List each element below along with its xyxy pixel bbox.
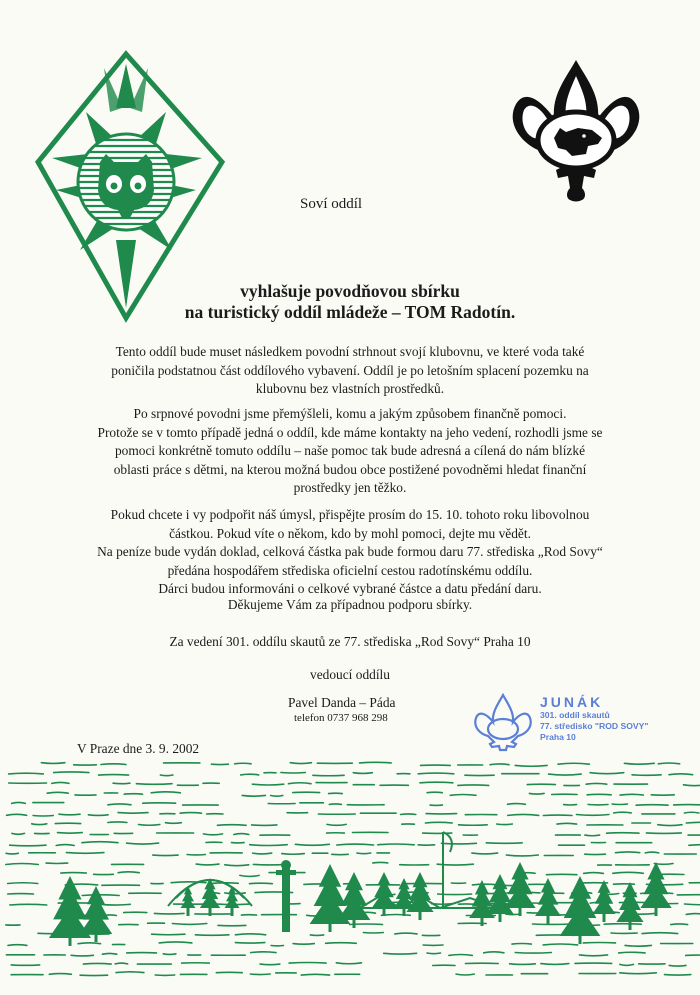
text-line: klubovnu bez vlastních prostředků. [0,380,700,399]
stamp-line: Praha 10 [540,732,648,743]
hatch-stroke [88,815,108,816]
hatch-stroke [235,763,251,764]
paragraph-2 [0,405,700,498]
text-line: Na peníze bude vydán doklad, celková částka pak bude formou daru 77. střediska „Rod Sovy“ [0,543,700,562]
hatch-stroke [616,852,640,853]
headline [0,281,700,323]
hatch-stroke [684,785,700,786]
hatch-stroke [115,963,127,964]
hatch-stroke [180,813,201,814]
hatch-stroke [515,765,547,766]
hatch-stroke [151,792,180,793]
hatch-stroke [619,952,646,953]
hatch-stroke [378,844,414,845]
hatch-stroke [326,943,357,944]
signer-name: Pavel Danda – Páda [288,695,428,711]
hatch-stroke [669,965,686,966]
hatch-stroke [669,774,693,775]
hatch-stroke [136,784,172,785]
hatch-stroke [508,804,526,805]
hatch-stroke [642,933,678,934]
text-line: poničila podstatnou část oddílového vybavení. Oddíl je po letošním splacení pozemku na [0,362,700,381]
hatch-stroke [217,825,246,826]
hatch-stroke [118,813,148,814]
text-line: prostředky jen těžko. [0,479,700,498]
hatch-stroke [384,953,417,954]
hatch-stroke [580,955,608,956]
hatch-stroke [139,825,160,826]
hatch-stroke [658,763,679,764]
date-line: V Praze dne 3. 9. 2002 [77,741,199,757]
hatch-stroke [613,872,644,873]
hatch-stroke [196,864,219,865]
totem-pole [276,860,296,932]
hatch-stroke [9,773,44,774]
hatch-stroke [251,952,276,953]
hatch-stroke [557,823,577,824]
hatch-stroke [6,864,39,865]
hatch-stroke [225,865,249,866]
hatch-stroke [549,774,582,775]
hatch-stroke [289,963,326,964]
forest-landscape-illustration [0,758,700,995]
hatch-stroke [54,772,89,773]
hatch-stroke [100,904,130,905]
hatch-stroke [510,964,536,965]
hatch-stroke [301,974,329,975]
hatch-stroke [271,796,283,797]
hatch-stroke [293,944,314,945]
hatch-stroke [124,794,142,795]
hatch-stroke [241,774,259,775]
fleur-de-lis-bear-logo [508,58,644,209]
hatch-stroke [360,762,392,763]
hatch-stroke [508,814,539,815]
conifer-tree [592,880,615,922]
hatch-stroke [260,964,280,965]
hatch-stroke [329,804,341,805]
hatch-stroke [607,833,639,834]
stamp-fleur-de-lis-icon [472,692,534,752]
conifer-tree [640,862,671,916]
hatch-stroke [472,853,498,854]
text-line: oblasti práce s dětmi, na kterou možná budou obce postižené povodněmi hledat finanční [0,461,700,480]
hatch-stroke [250,883,273,884]
hatch-stroke [61,873,87,874]
hatch-stroke [418,773,454,774]
hatch-stroke [506,855,538,856]
hatch-stroke [620,973,657,974]
hatch-stroke [472,884,498,885]
hatch-stroke [658,825,682,826]
hatch-stroke [108,822,127,823]
hatch-stroke [684,812,699,813]
hatch-stroke [253,853,272,854]
leadership-line: Za vedení 301. oddílu skautů ze 77. střediska „Rod Sovy“ Praha 10 [0,633,700,652]
text-line: Tento oddíl bude muset následkem povodní strhnout svojí klubovnu, ve které voda také [0,343,700,362]
text-line: předána hospodářem střediska oficielní cestou radotínskému oddílu. [0,562,700,581]
hatch-stroke [585,835,600,836]
hatch-stroke [12,802,26,803]
hatch-stroke [450,795,476,796]
hatch-stroke [10,845,46,846]
hatch-stroke [363,933,383,934]
hatch-stroke [240,875,259,876]
hatch-stroke [113,783,130,784]
hatch-stroke [401,814,416,815]
hatch-stroke [612,804,627,805]
hatch-stroke [7,814,27,815]
hatch-stroke [82,842,118,843]
hatch-stroke [529,793,544,794]
hatch-stroke [166,823,182,824]
hatch-stroke [52,782,69,783]
hatch-stroke [671,924,688,925]
signer-phone: telefon 0737 968 298 [294,712,434,724]
hatch-stroke [83,963,111,964]
hatch-stroke [160,775,173,776]
hatch-stroke [71,955,93,956]
paragraph-1 [0,343,700,399]
hatch-stroke [620,964,634,965]
hatch-stroke [102,953,116,954]
hatch-stroke [252,784,283,785]
stamp-title: JUNÁK [540,694,648,710]
hatch-stroke [484,952,504,953]
hatch-stroke [59,814,80,815]
text-line: Protože se v tomto případě jedná o oddíl, kde máme kontakty na jeho vedení, rozhodli jsme se [0,424,700,443]
hatch-stroke [116,972,144,973]
hatch-stroke [8,945,27,946]
text-line: pomoci konkrétně tomuto oddílu – naše pomoc tak bude adresná a cílená do nám blízké [0,442,700,461]
hatch-stroke [310,935,323,936]
conifer-tree [504,862,535,916]
hatch-stroke [442,843,477,844]
thanks-line: Děkujeme Vám za případnou podporu sbírky. [0,596,700,615]
hatch-stroke [515,953,551,954]
hatch-stroke [163,954,176,955]
hatch-stroke [152,934,185,935]
hatch-stroke [632,775,661,776]
hatch-stroke [686,822,700,823]
hatch-stroke [685,904,700,905]
hatch-stroke [203,834,222,835]
hatch-stroke [541,964,569,965]
hatch-stroke [512,944,531,945]
hatch-stroke [289,783,312,784]
hatch-stroke [41,763,65,764]
hatch-stroke [604,924,641,925]
hatch-stroke [47,792,68,793]
hatch-stroke [159,942,192,943]
hatch-stroke [336,963,361,964]
stamp-line: 301. oddíl skautů [540,710,648,721]
conifer-tree [560,876,601,944]
hatch-stroke [395,933,417,934]
hatch-stroke [118,872,139,873]
hatch-stroke [10,904,47,905]
hatch-stroke [281,773,305,774]
hatch-stroke [645,852,658,853]
hatch-stroke [108,804,131,805]
conifer-tree [49,876,91,946]
hatch-stroke [625,945,651,946]
text-line: Po srpnové povodni jsme přemýšleli, komu a jakým způsobem finančně pomoci. [0,405,700,424]
hatch-stroke [654,864,673,865]
hatch-stroke [620,794,643,795]
hatch-stroke [290,763,311,764]
hatch-stroke [584,873,604,874]
hatch-stroke [614,812,632,813]
hatch-stroke [282,854,305,855]
hatch-stroke [456,974,474,975]
hatch-stroke [686,914,700,915]
text-line: částkou. Pokud víte o někom, kdo by mohl pomoci, dejte mu vědět. [0,525,700,544]
hatch-stroke [420,782,453,783]
hatch-stroke [58,833,83,834]
hatch-stroke [558,763,589,764]
stamp-line: 77. středisko "ROD SOVY" [540,721,648,732]
conifer-tree [616,882,643,930]
headline-line-1: vyhlašuje povodňovou sbírku [0,281,700,302]
hatch-stroke [6,853,18,854]
hatch-stroke [490,764,509,765]
junak-stamp [472,692,677,752]
hatch-stroke [82,895,119,896]
hatch-stroke [427,792,442,793]
hatch-stroke [295,844,329,845]
text-line: Pokud chcete i vy podpořit náš úmysl, přispějte prosím do 15. 10. tohoto roku libovolnou [0,506,700,525]
org-name: Soví oddíl [300,196,440,213]
hatch-stroke [172,924,206,925]
hatch-stroke [33,816,53,817]
hatch-stroke [353,773,372,774]
hatch-stroke [590,773,624,774]
hatch-stroke [587,794,611,795]
hatch-stroke [427,953,441,954]
hatch-stroke [195,935,229,936]
hatch-stroke [586,783,607,784]
hatch-stroke [337,844,374,845]
hatch-stroke [646,833,681,834]
hatch-stroke [577,815,609,816]
hatch-stroke [636,805,668,806]
hatch-stroke [8,883,38,884]
hatch-stroke [327,824,346,825]
headline-line-2: na turistický oddíl mládeže – TOM Radotín. [0,302,700,323]
hatch-stroke [154,913,184,914]
hatch-stroke [381,915,410,916]
hatch-stroke [252,825,277,826]
hatch-stroke [101,764,126,765]
hatch-stroke [66,853,104,854]
hatch-stroke [78,943,100,944]
conifer-tree [310,864,351,932]
hatch-stroke [624,763,654,764]
hatch-stroke [497,824,513,825]
hatch-stroke [234,834,249,835]
hatch-stroke [56,845,74,846]
hatch-stroke [449,955,472,956]
hatch-stroke [12,833,25,834]
paragraph-3 [0,506,700,599]
hatch-stroke [235,934,265,935]
hatch-stroke [357,853,371,854]
hatch-stroke [32,824,47,825]
hatch-stroke [250,974,270,975]
hatch-stroke [689,845,700,846]
hatch-stroke [242,795,265,796]
stamp-text [540,694,648,743]
hatch-stroke [99,775,129,776]
hatch-stroke [543,944,577,945]
text-line: Dárci budou informováni o celkové vybrané částce a datu předání daru. [0,580,700,599]
leader-role: vedoucí oddílu [0,666,700,685]
hatch-stroke [235,943,264,944]
hatch-stroke [49,974,71,975]
hatch-stroke [425,822,452,823]
hatch-stroke [250,845,288,846]
hatch-stroke [486,843,522,844]
hatch-stroke [127,843,159,844]
